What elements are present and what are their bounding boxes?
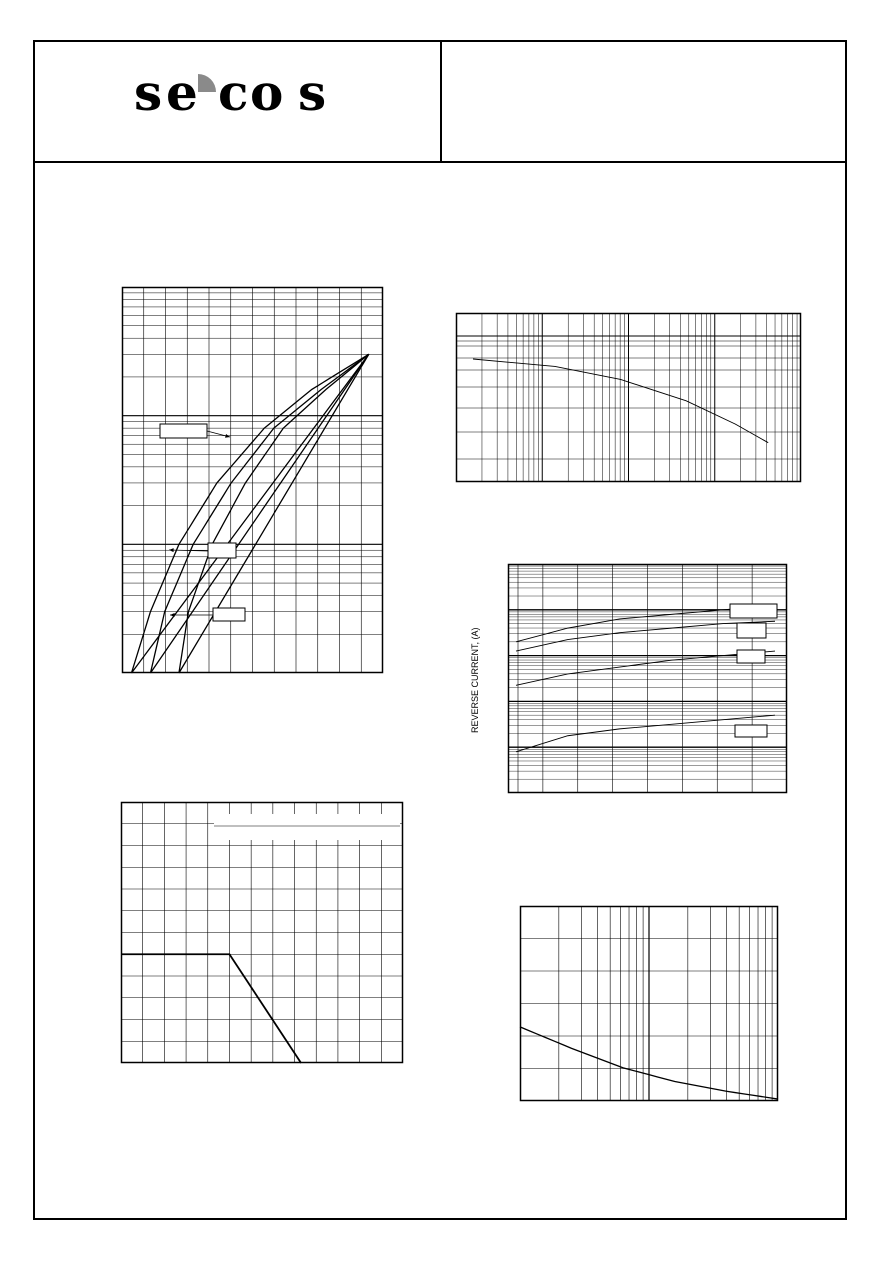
chart-log-x-decay [456, 313, 801, 482]
svg-text:o: o [250, 63, 284, 122]
header-split-line [440, 40, 442, 162]
chart-derating [121, 802, 403, 1063]
annotation-box-1 [160, 424, 207, 438]
chart-forward-characteristics [122, 287, 383, 673]
chart-log-x-decay-2 [520, 906, 778, 1101]
annotation-box-2 [737, 623, 766, 638]
legend-area [214, 814, 400, 840]
chart3-ylabel: REVERSE CURRENT, (A) [470, 627, 480, 733]
svg-text:e: e [166, 63, 198, 122]
svg-text:s: s [298, 63, 327, 122]
secos-logo [130, 62, 350, 122]
chart-reverse-current [508, 564, 787, 793]
svg-text:s: s [134, 63, 164, 122]
svg-text:c: c [218, 63, 249, 122]
annotation-box-2 [208, 543, 236, 558]
annotation-box-3 [737, 650, 765, 663]
annotation-box-4 [735, 725, 767, 737]
annotation-box-1 [730, 604, 777, 618]
annotation-box-3 [213, 608, 245, 621]
